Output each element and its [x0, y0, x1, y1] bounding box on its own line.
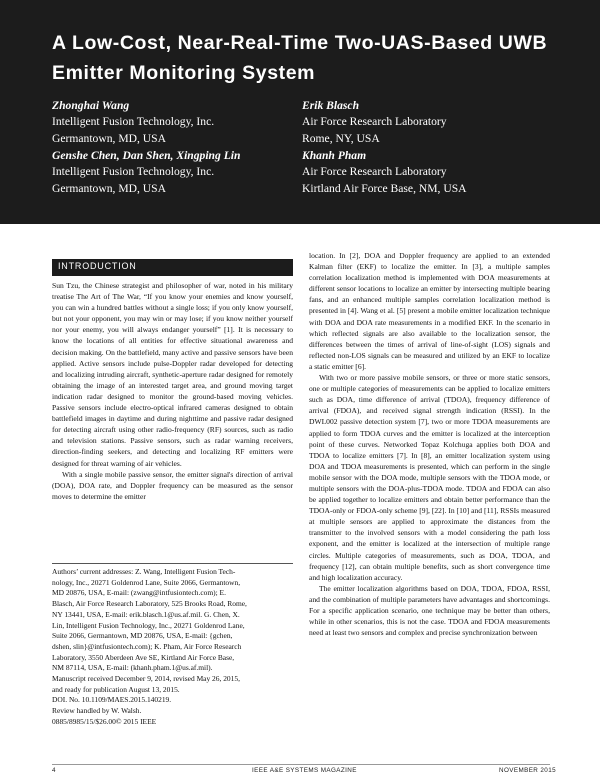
footnote-line: DOI. No. 10.1109/MAES.2015.140219.	[52, 695, 172, 705]
article-title-line-2: Emitter Monitoring System	[52, 62, 316, 84]
author-block-wang	[52, 98, 214, 147]
author-location: Kirtland Air Force Base, NM, USA	[302, 181, 467, 195]
author-affiliation: Air Force Research Laboratory	[302, 165, 447, 179]
title-banner	[0, 0, 600, 224]
section-header-introduction	[52, 259, 293, 276]
author-name: Khanh Pham	[302, 149, 367, 162]
author-location: Germantown, MD, USA	[52, 181, 166, 195]
footnote-line: Review handled by W. Walsh.	[52, 706, 142, 716]
author-affiliation: Intelligent Fusion Technology, Inc.	[52, 115, 215, 129]
footnote-line: Suite 2066, Germantown, MD 20876, USA, E-mail: {gchen,	[52, 631, 233, 641]
author-block-pham	[302, 148, 467, 197]
footer-divider	[52, 764, 550, 765]
page-number: 4	[52, 767, 56, 774]
author-name: Zhonghai Wang	[52, 99, 130, 112]
footnote-line: MD 20876, USA, E-mail: (zwang@intfusiontech.com); E.	[52, 588, 226, 598]
paragraph: With two or more passive mobile sensors, or three or more static sensors, one or multiple categories of measurements can be applied to localize emitters such as DOA, time difference of arrival (TDOA), frequency difference of arrival (FDOA), and received signal strength indication (RSSI). In the DWL002 passive detection system [7], two or more TDOA measurements are applied to form TDOA curves and the emitter is localized at the interception point of these curves. Networked Topaz Kolchuga applies both DOA and TDOA to localize emitters [7]. In [8], an emitter localization system using DOA and TDOA measurements is presented, which can perform in the single mobile sensor with the DOA mode, multiple sensors with the TDOA mode, or multiple sensors with the DOA-plus-TDOA mode. TDOA and FDOA can also be applied together to localize emitters and obtain better performance than the TDOA-only or FDOA-only scheme [9], [22]. In [10] and [11], RSSIs measured at multiple sensors are applied to approximate the distances from the transmitter to the involved sensors with a model considering the path loss exponent, and the emitter is localized at the intersection of multiple range circles. Multiple categories of measurements, such as DOA, TDOA, and frequency [12], can obtain multiple benefits, such as short convergence time and high localization accuracy.	[309, 373, 550, 582]
left-column	[52, 280, 293, 502]
footnote-line: dshen, slin}@intfusiontech.com); K. Pham, Air Force Research	[52, 641, 242, 651]
author-location: Rome, NY, USA	[302, 131, 380, 145]
footnote-line: Lin, Intelligent Fusion Technology, Inc., 20271 Goldenrod Lane,	[52, 620, 245, 630]
author-block-chen-shen-lin	[52, 148, 240, 197]
footnote-line: Laboratory, 3550 Aberdeen Ave SE, Kirtland Air Force Base,	[52, 652, 235, 662]
author-affiliation: Air Force Research Laboratory	[302, 115, 447, 129]
footnote-line: Manuscript received December 9, 2014, revised May 26, 2015,	[52, 674, 240, 684]
footnote-line: 0885/8985/15/$26.00© 2015 IEEE	[52, 716, 157, 726]
footnote-line: Blasch, Air Force Research Laboratory, 525 Brooks Road, Rome,	[52, 599, 247, 609]
journal-name: IEEE A&E SYSTEMS MAGAZINE	[252, 767, 357, 774]
footnote-line: NM 87114, USA, E-mail: (khanh.pham.1@us.af.mil).	[52, 663, 213, 673]
paragraph: With a single mobile passive sensor, the emitter signal's direction of arrival (DOA), DOA rate, and Doppler frequency can be measured as the sensor moves to determine the emitter	[52, 469, 293, 501]
footnote-line: NY 13441, USA, E-mail: erik.blasch.1@us.af.mil. G. Chen, X.	[52, 609, 240, 619]
author-affiliation: Intelligent Fusion Technology, Inc.	[52, 165, 215, 179]
paragraph: Sun Tzu, the Chinese strategist and philosopher of war, noted in his military treatise The Art of The War, “If you know your enemies and know yourself, you can win a hundred battles without a single loss; if you only know yourself, but not your opponent, you may win or may lose; if you know neither yourself nor your enemy, you will always endanger yourself” [1]. It is necessary to know the locations of all entities for effective situational awareness and decision making. On the battlefield, many active and passive sensors have been applied. Active sensors include pulse-Doppler radar developed for detecting and localizing intruding aircraft, synthetic-aperture radar designed for remotely obtaining the image of an interested target area, and ground moving target indication radar designed to monitor the ground-based moving vehicles. Passive sensors include electro-optical infrared cameras designed to obtain battlefield images in daytime and during nighttime and passive radar designed for detecting aircraft using other radio-frequency (RF) sources, such as radio and television stations. Passive sensors, such as radar warning receivers, direction-finding seekers, and detecting and localizing RF emitters were designed for threat warning of air vehicles.	[52, 281, 293, 468]
paragraph: location. In [2], DOA and Doppler frequency are applied to an extended Kalman filter (EKF) to localize the emitter. In [3], a multiple samples correlation localization method is implemented with DOA measurements at different sensor locations to localize an emitter by intersecting multiple bearing fans, and an enhanced multiple samples correlation localization method is presented in [4]. Wang et al. [5] present a mobile emitter localization technique with DOA and DOA rate measurements in a modified EKF. In the scenario in which reflected signals are also available to the localization sensor, the differences between the times of arrival of line-of-sight (LOS) signals and reflected non-LOS signals can be measured and utilized by an EKF to localize a static emitter [6].	[309, 251, 550, 371]
footnote-line: and ready for publication August 13, 2015.	[52, 684, 180, 694]
paragraph: The emitter localization algorithms based on DOA, TDOA, FDOA, RSSI, and the combination of multiple parameters have advantages and shortcomings. For a specific application scenario, one technique may be better than others, while in other scenarios, this is not the case. TDOA and FDOA measurements need at least two sensors and complex and precise synchronization between	[309, 583, 550, 638]
issue-date: NOVEMBER 2015	[499, 767, 556, 774]
article-title-line-1: A Low-Cost, Near-Real-Time Two-UAS-Based UWB	[52, 32, 548, 54]
author-block-blasch	[302, 98, 447, 147]
author-name: Erik Blasch	[302, 99, 360, 112]
article-title	[52, 28, 572, 88]
footnote-line: Authors’ current addresses: Z. Wang, Intelligent Fusion Tech-	[52, 567, 236, 576]
footnote-divider	[52, 563, 293, 564]
right-column	[309, 250, 550, 638]
author-footnotes	[52, 567, 293, 728]
section-label: INTRODUCTION	[58, 261, 137, 271]
author-location: Germantown, MD, USA	[52, 131, 166, 145]
footnote-line: nology, Inc., 20271 Goldenrod Lane, Suite 2066, Germantown,	[52, 577, 241, 587]
author-name: Genshe Chen, Dan Shen, Xingping Lin	[52, 149, 241, 162]
